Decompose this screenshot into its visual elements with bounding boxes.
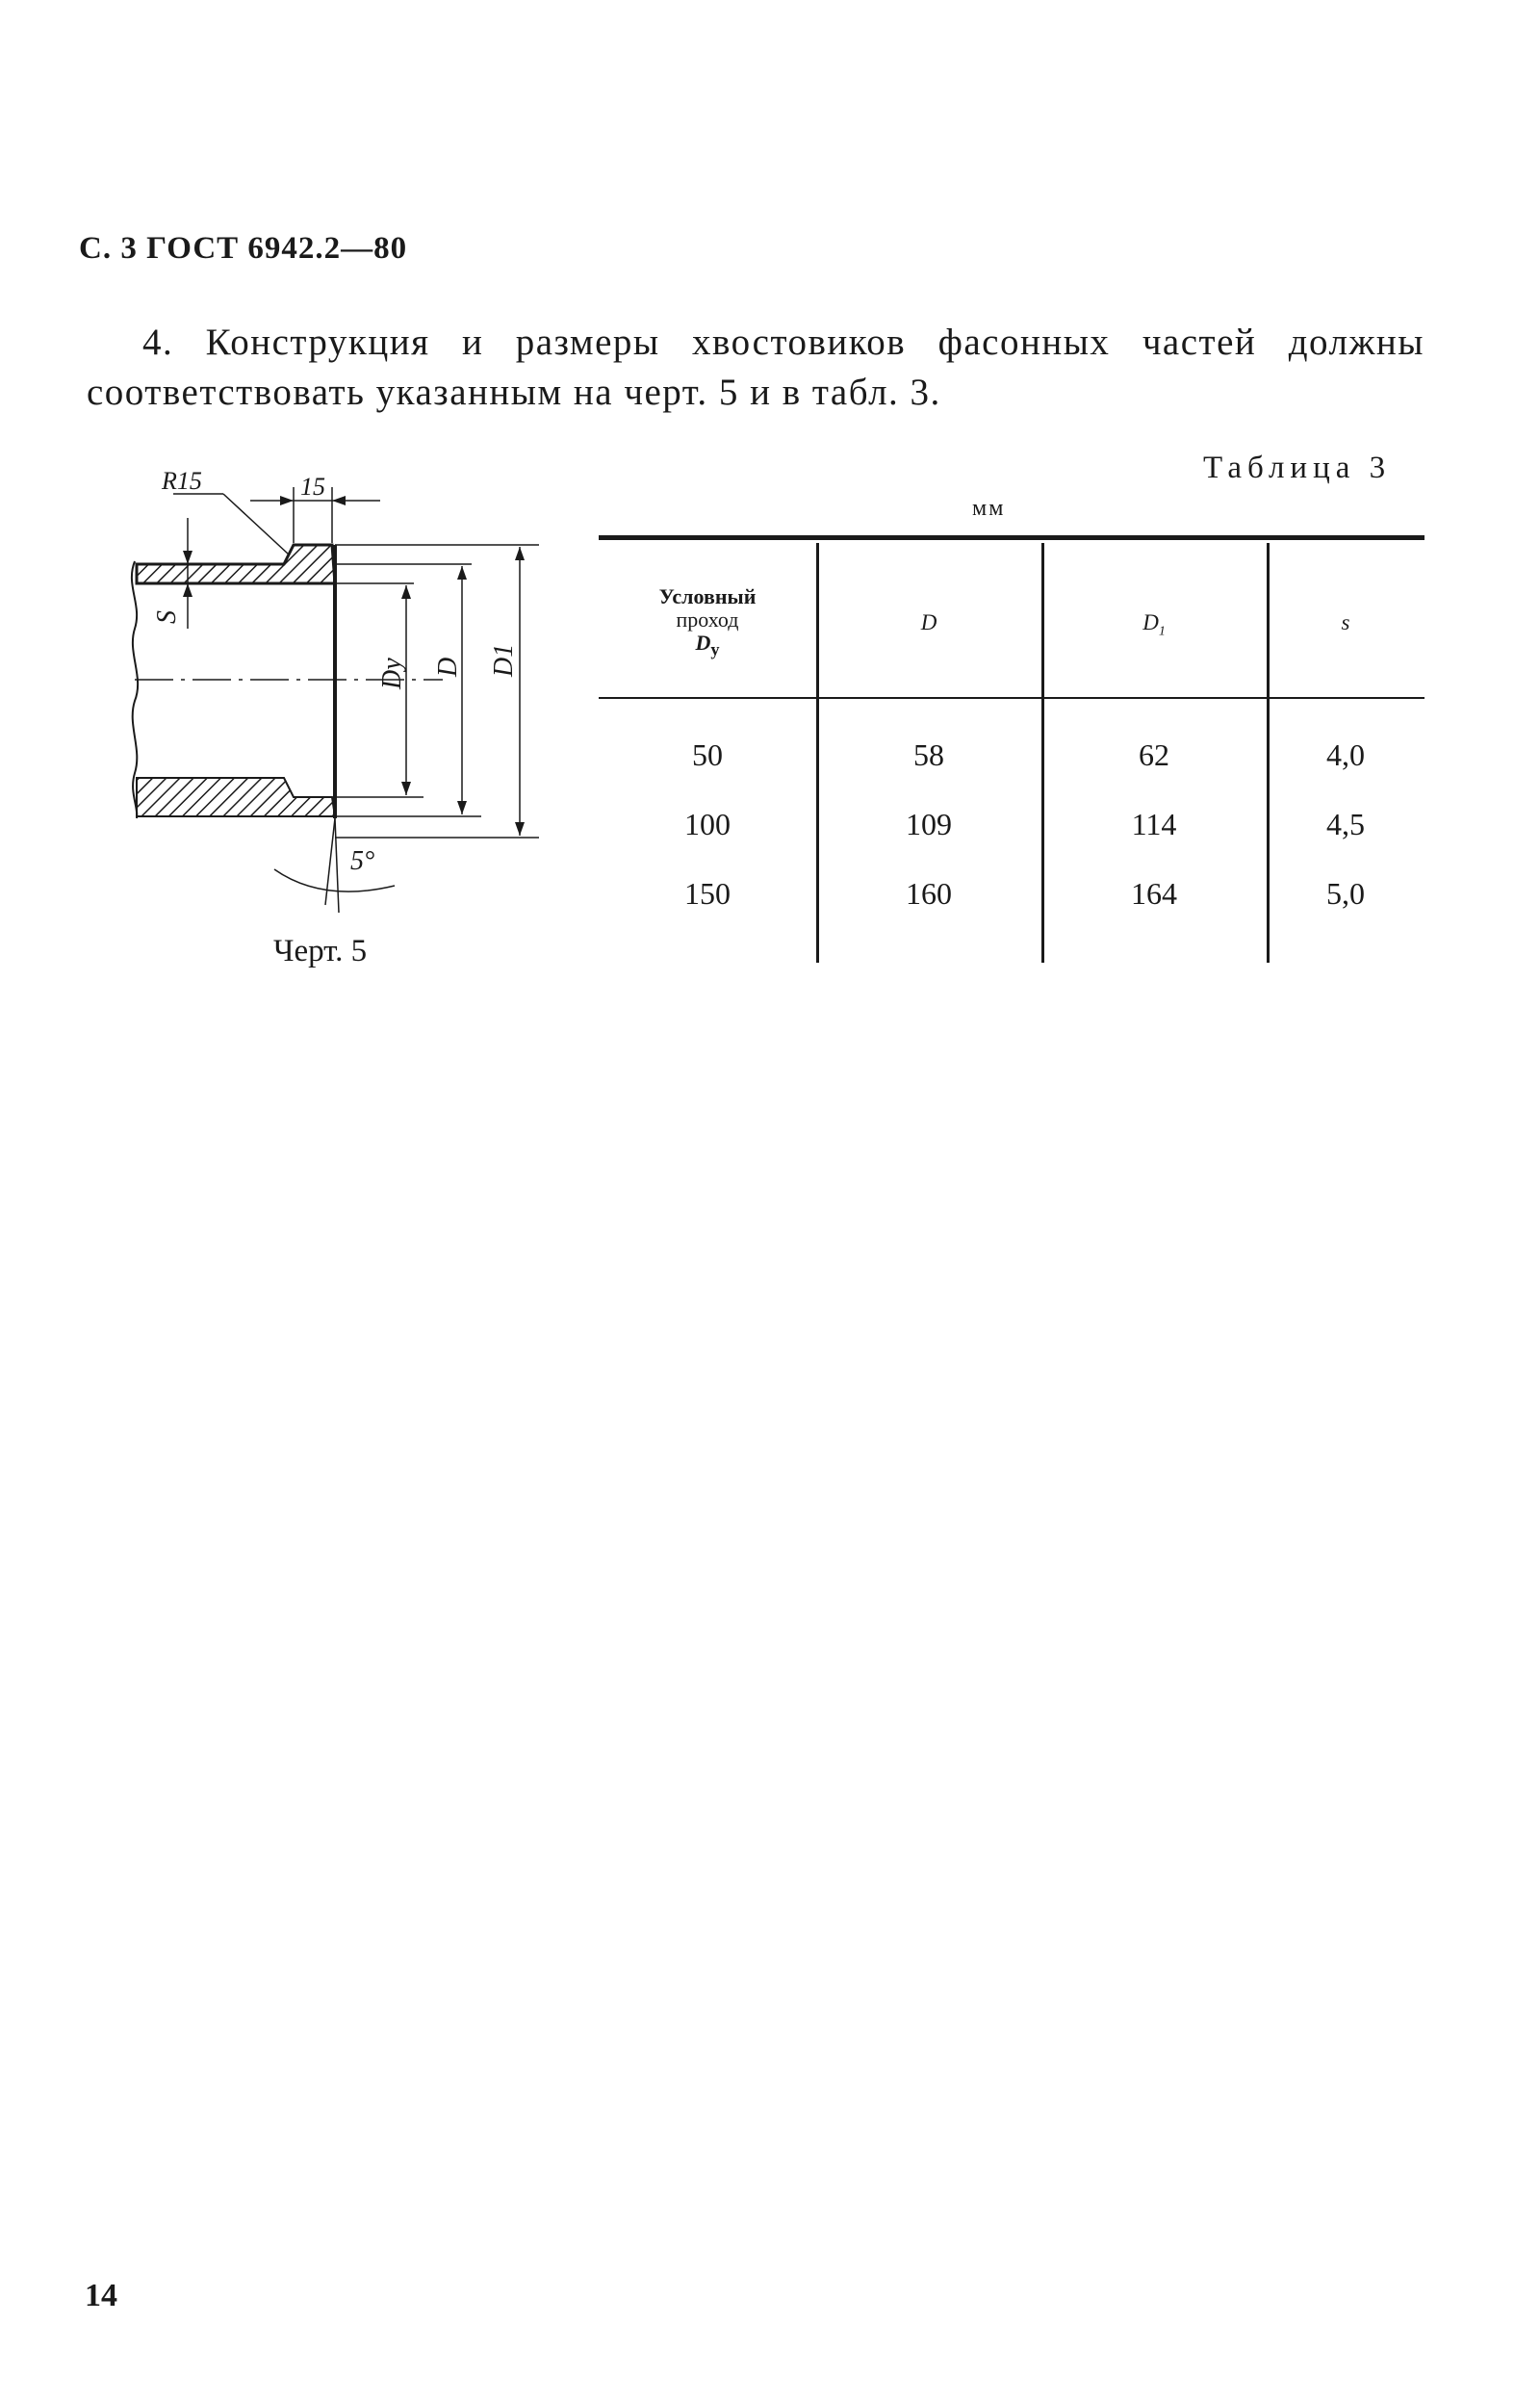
label-d1: D1: [489, 643, 519, 677]
page-header: С. 3 ГОСТ 6942.2—80: [79, 231, 408, 266]
bottom-wall: [137, 778, 335, 816]
label-dy: Dy: [377, 658, 407, 689]
col-header-dy-symbol: D: [695, 631, 711, 655]
col-header-d1: [1041, 610, 1267, 640]
label-angle: 5°: [350, 846, 375, 876]
col-header-d: D: [920, 610, 937, 634]
clause-4-text: 4. Конструкция и размеры хвостовиков фасонных частей должны соответствовать указанным на черт. 5 и в табл. 3.: [87, 322, 1424, 413]
drawing-caption: Черт. 5: [273, 934, 368, 968]
cell-d1: 62: [1139, 737, 1169, 772]
label-d: D: [433, 657, 463, 677]
col-header-dy-line3: [599, 632, 816, 660]
top-wall: [137, 545, 335, 583]
col-header-s: s: [1341, 610, 1350, 634]
cell-d1: 164: [1131, 876, 1177, 911]
cell-d: 160: [906, 876, 952, 911]
cell-d: 109: [906, 807, 952, 841]
cell-dy: 150: [684, 876, 731, 911]
cell-dy: 100: [684, 807, 731, 841]
cell-s: 4,5: [1326, 807, 1365, 841]
label-r15: R15: [162, 467, 202, 495]
col-header-dy-sub: у: [710, 639, 720, 659]
col-header-dy-line1: Условный: [658, 584, 757, 608]
label-s: S: [152, 610, 182, 624]
label-15: 15: [300, 473, 325, 501]
table-title: Таблица 3: [1203, 451, 1392, 485]
page-number: 14: [85, 2278, 117, 2313]
cell-s: 5,0: [1326, 876, 1365, 911]
col-header-d1-sub: 1: [1158, 624, 1166, 639]
cell-d: 58: [913, 737, 944, 772]
cell-dy: 50: [692, 737, 723, 772]
col-header-dy-line2: проход: [676, 607, 739, 632]
shank-drawing: [116, 460, 568, 922]
table-header-rule: [599, 697, 1424, 699]
cell-d1: 114: [1131, 807, 1177, 841]
col-header-dy: [599, 585, 816, 660]
table-unit: мм: [972, 496, 1006, 521]
col-header-d1-symbol: D: [1142, 610, 1159, 634]
dimensions-table: [599, 535, 1424, 963]
table-top-rule: [599, 535, 1424, 540]
cell-s: 4,0: [1326, 737, 1365, 772]
